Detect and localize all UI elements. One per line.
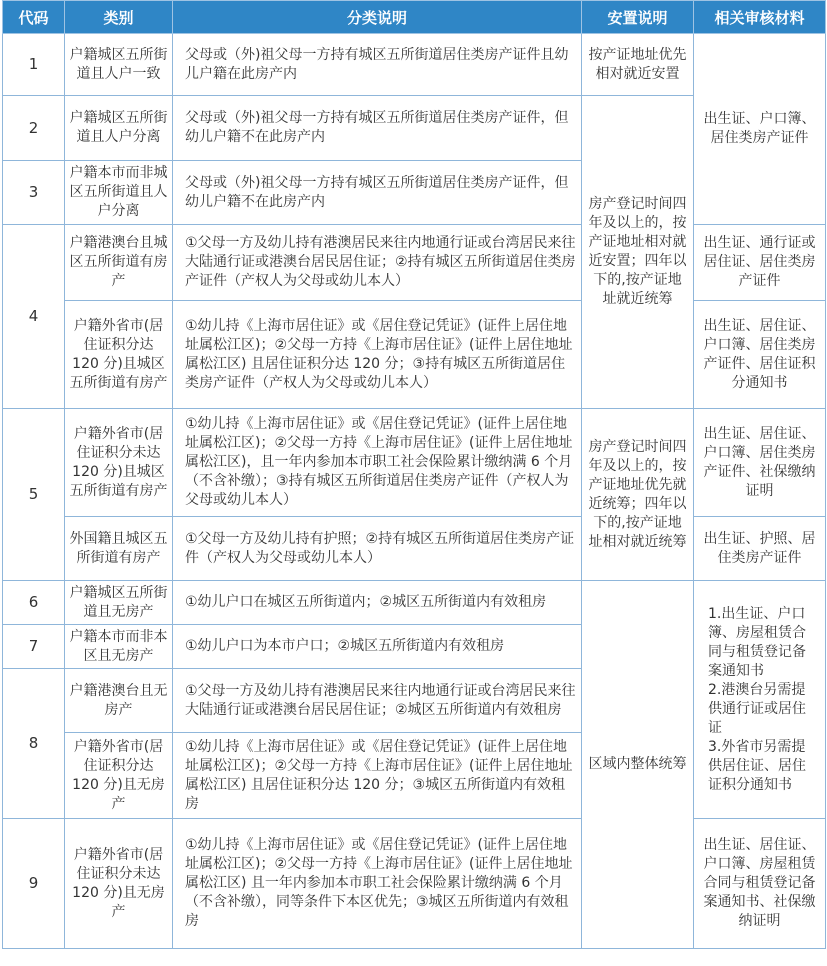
table-row xyxy=(3,225,826,301)
materials-cell: 出生证、居住证、户口簿、居住类房产证件、居住证积分通知书 xyxy=(694,301,826,409)
row-code: 6 xyxy=(3,581,65,625)
placement-cell: 房产登记时间四年及以上的，按产证地址相对就近安置；四年以下的,按产证地址就近统筹 xyxy=(582,96,694,409)
row-description: ①幼儿户口在城区五所街道内；②城区五所街道内有效租房 xyxy=(173,581,582,625)
row-code: 3 xyxy=(3,161,65,225)
materials-cell: 出生证、居住证、户口簿、房屋租赁合同与租赁登记备案通知书、社保缴纳证明 xyxy=(694,819,826,949)
row-category: 户籍本市而非本区且无房产 xyxy=(65,625,173,669)
placement-cell: 房产登记时间四年及以上的，按产证地址优先就近统筹；四年以下的,按产证地址相对就近统筹 xyxy=(582,409,694,581)
materials-line: 3.外省市另需提供居住证、居住证积分通知书 xyxy=(708,738,806,793)
header-code: 代码 xyxy=(3,1,65,34)
row-description: 父母或（外)祖父母一方持有城区五所街道居住类房产证件且幼儿户籍在此房产内 xyxy=(173,34,582,96)
row-description: 父母或（外)祖父母一方持有城区五所街道居住类房产证件，但幼儿户籍不在此房产内 xyxy=(173,96,582,161)
materials-cell: 出生证、居住证、户口簿、居住类房产证件、社保缴纳证明 xyxy=(694,409,826,517)
header-category: 类别 xyxy=(65,1,173,34)
row-description: ①父母一方及幼儿持有护照；②持有城区五所街道居住类房产证件（产权人为父母或幼儿本人） xyxy=(173,517,582,581)
row-description: ①父母一方及幼儿持有港澳居民来往内地通行证或台湾居民来往大陆通行证或港澳台居民居住证；②持有城区五所街道居住类房产证件（产权人为父母或幼儿本人） xyxy=(173,225,582,301)
row-category: 户籍外省市(居住证积分达 120 分)且城区五所街道有房产 xyxy=(65,301,173,409)
materials-line: 2.港澳台另需提供通行证或居住证 xyxy=(708,681,806,736)
row-code: 2 xyxy=(3,96,65,161)
row-description: ①幼儿持《上海市居住证》或《居住登记凭证》(证件上居住地址属松江区)；②父母一方持《上海市居住证》(证件上居住地址属松江区) 且居住证积分达 120 分；③城区五所街道内有效租房 xyxy=(173,733,582,819)
row-description: ①幼儿户口为本市户口；②城区五所街道内有效租房 xyxy=(173,625,582,669)
placement-cell: 按产证地址优先相对就近安置 xyxy=(582,34,694,96)
table-row xyxy=(3,819,826,949)
row-category: 户籍城区五所街道且无房产 xyxy=(65,581,173,625)
header-materials: 相关审核材料 xyxy=(694,1,826,34)
materials-cell xyxy=(694,581,826,819)
row-category: 户籍外省市(居住证积分未达 120 分)且城区五所街道有房产 xyxy=(65,409,173,517)
row-code: 8 xyxy=(3,669,65,819)
row-category: 户籍港澳台且城区五所街道有房产 xyxy=(65,225,173,301)
row-code: 9 xyxy=(3,819,65,949)
materials-cell: 出生证、护照、居住类房产证件 xyxy=(694,517,826,581)
row-category: 户籍港澳台且无房产 xyxy=(65,669,173,733)
row-category: 户籍城区五所街道且人户分离 xyxy=(65,96,173,161)
row-category: 户籍本市而非城区五所街道且人户分离 xyxy=(65,161,173,225)
header-row xyxy=(3,1,826,34)
table-row xyxy=(3,409,826,517)
table-row xyxy=(3,301,826,409)
materials-cell: 出生证、通行证或居住证、居住类房产证件 xyxy=(694,225,826,301)
row-code: 1 xyxy=(3,34,65,96)
row-code: 5 xyxy=(3,409,65,581)
row-code: 7 xyxy=(3,625,65,669)
placement-cell: 区域内整体统筹 xyxy=(582,581,694,949)
header-description: 分类说明 xyxy=(173,1,582,34)
row-category: 外国籍且城区五所街道有房产 xyxy=(65,517,173,581)
row-category: 户籍外省市(居住证积分未达 120 分)且无房产 xyxy=(65,819,173,949)
row-category: 户籍外省市(居住证积分达 120 分)且无房产 xyxy=(65,733,173,819)
row-description: ①幼儿持《上海市居住证》或《居住登记凭证》(证件上居住地址属松江区)；②父母一方持《上海市居住证》(证件上居住地址属松江区) 且一年内参加本市职工社会保险累计缴纳满 6 个月（不含补缴），同等条件下本区优先；③城区五所街道内有效租房 xyxy=(173,819,582,949)
enrollment-table xyxy=(2,0,826,949)
table-row xyxy=(3,517,826,581)
row-category: 户籍城区五所街道且人户一致 xyxy=(65,34,173,96)
row-description: ①幼儿持《上海市居住证》或《居住登记凭证》(证件上居住地址属松江区)；②父母一方持《上海市居住证》(证件上居住地址属松江区) 且居住证积分达 120 分；③持有城区五所街道居住类房产证件（产权人为父母或幼儿本人） xyxy=(173,301,582,409)
row-description: ①父母一方及幼儿持有港澳居民来往内地通行证或台湾居民来往大陆通行证或港澳台居民居住证；②城区五所街道内有效租房 xyxy=(173,669,582,733)
header-placement: 安置说明 xyxy=(582,1,694,34)
table-row xyxy=(3,34,826,96)
table-row xyxy=(3,581,826,625)
row-description: ①幼儿持《上海市居住证》或《居住登记凭证》(证件上居住地址属松江区)；②父母一方持《上海市居住证》(证件上居住地址属松江区)，且一年内参加本市职工社会保险累计缴纳满 6 个月（不含补缴）；③持有城区五所街道居住类房产证件（产权人为父母或幼儿本人） xyxy=(173,409,582,517)
materials-line: 1.出生证、户口簿、房屋租赁合同与租赁登记备案通知书 xyxy=(708,605,806,679)
row-description: 父母或（外)祖父母一方持有城区五所街道居住类房产证件，但幼儿户籍不在此房产内 xyxy=(173,161,582,225)
materials-cell: 出生证、户口簿、居住类房产证件 xyxy=(694,34,826,225)
row-code: 4 xyxy=(3,225,65,409)
